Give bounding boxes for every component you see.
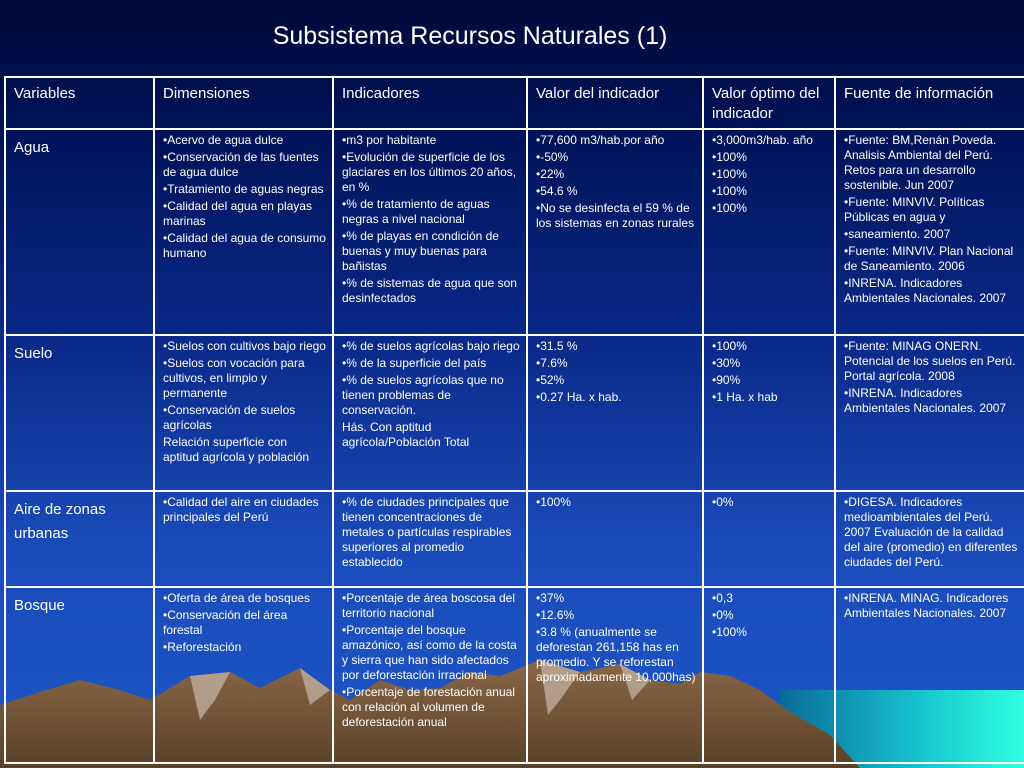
list-item: •77,600 m3/hab.por año bbox=[536, 133, 665, 147]
header-fuente: Fuente de información bbox=[835, 77, 1024, 129]
header-indicadores: Indicadores bbox=[333, 77, 527, 129]
list-item: •1 Ha. x hab bbox=[712, 390, 778, 404]
table-row-aire bbox=[5, 491, 1024, 587]
dimensiones-cell bbox=[154, 129, 333, 335]
valor-cell bbox=[527, 129, 703, 335]
list-item: •0,3 bbox=[712, 591, 733, 605]
header-valor: Valor del indicador bbox=[527, 77, 703, 129]
list-item: •% de suelos agrícolas bajo riego bbox=[342, 339, 520, 353]
list-item: •100% bbox=[712, 167, 747, 181]
list-item: •Reforestación bbox=[163, 640, 242, 654]
list-item: •3.8 % (anualmente se deforestan 261,158 has en promedio. Y se reforestan aproximadamente 10,000has) bbox=[536, 625, 696, 684]
list-item: •100% bbox=[712, 339, 747, 353]
list-item: •Fuente: MINAG ONERN. Potencial de los suelos en Perú. Portal agrícola. 2008 bbox=[844, 339, 1016, 383]
list-item: •0% bbox=[712, 495, 734, 509]
optimo-cell bbox=[703, 129, 835, 335]
fuente-cell bbox=[835, 129, 1024, 335]
indicadores-cell bbox=[333, 491, 527, 587]
list-item: •Suelos con vocación para cultivos, en limpio y permanente bbox=[163, 356, 305, 400]
list-item: •Tratamiento de aguas negras bbox=[163, 182, 324, 196]
list-item: •90% bbox=[712, 373, 741, 387]
list-item: •54.6 % bbox=[536, 184, 578, 198]
list-item: •31.5 % bbox=[536, 339, 578, 353]
list-item: •30% bbox=[712, 356, 741, 370]
header-row bbox=[5, 77, 1024, 129]
list-item: •% de la superficie del país bbox=[342, 356, 487, 370]
list-item: •12.6% bbox=[536, 608, 575, 622]
list-item: •Evolución de superficie de los glaciares en los últimos 20 años, en % bbox=[342, 150, 517, 194]
variable-cell: Agua bbox=[5, 129, 154, 335]
indicadores-cell bbox=[333, 587, 527, 763]
list-item: •52% bbox=[536, 373, 565, 387]
list-item: •0.27 Ha. x hab. bbox=[536, 390, 622, 404]
list-item: •Fuente: MINVIV. Plan Nacional de Saneamiento. 2006 bbox=[844, 244, 1014, 273]
table-row-agua bbox=[5, 129, 1024, 335]
list-item: •Conservación del área forestal bbox=[163, 608, 288, 637]
list-item: •% de playas en condición de buenas y muy buenas para bañistas bbox=[342, 229, 499, 273]
dimensiones-cell bbox=[154, 491, 333, 587]
list-item: •100% bbox=[712, 625, 747, 639]
list-item: •Conservación de suelos agrícolas bbox=[163, 403, 296, 432]
optimo-cell bbox=[703, 335, 835, 491]
list-item: •Porcentaje del bosque amazónico, así como de la costa y sierra que han sido afectados por deforestación irracional bbox=[342, 623, 517, 682]
indicadores-cell bbox=[333, 129, 527, 335]
valor-cell bbox=[527, 491, 703, 587]
list-item: •% de ciudades principales que tienen concentraciones de metales o partículas respirables superiores al promedio establecido bbox=[342, 495, 512, 569]
table-row-suelo bbox=[5, 335, 1024, 491]
variable-cell: Suelo bbox=[5, 335, 154, 491]
list-item: Hás. Con aptitud agrícola/Población Total bbox=[342, 420, 470, 449]
list-item: •saneamiento. 2007 bbox=[844, 227, 951, 241]
variable-cell: Bosque bbox=[5, 587, 154, 763]
list-item: •% de sistemas de agua que son desinfectados bbox=[342, 276, 517, 305]
list-item: Relación superficie con aptitud agrícola y población bbox=[163, 435, 310, 464]
indicadores-cell bbox=[333, 335, 527, 491]
list-item: •Conservación de las fuentes de agua dulce bbox=[163, 150, 319, 179]
list-item: •100% bbox=[712, 201, 747, 215]
header-valor-optimo: Valor óptimo del indicador bbox=[703, 77, 835, 129]
list-item: •Calidad del aire en ciudades principales del Perú bbox=[163, 495, 319, 524]
list-item: •No se desinfecta el 59 % de los sistemas en zonas rurales bbox=[536, 201, 695, 230]
list-item: •22% bbox=[536, 167, 565, 181]
list-item: •7.6% bbox=[536, 356, 568, 370]
list-item: •Calidad del agua de consumo humano bbox=[163, 231, 326, 260]
list-item: •Oferta de área de bosques bbox=[163, 591, 310, 605]
list-item: •Calidad del agua en playas marinas bbox=[163, 199, 312, 228]
header-dimensiones: Dimensiones bbox=[154, 77, 333, 129]
list-item: •% de tratamiento de aguas negras a nivel nacional bbox=[342, 197, 490, 226]
fuente-cell bbox=[835, 587, 1024, 763]
list-item: •Acervo de agua dulce bbox=[163, 133, 284, 147]
list-item: •3,000m3/hab. año bbox=[712, 133, 813, 147]
list-item: •m3 por habitante bbox=[342, 133, 437, 147]
table-row-bosque bbox=[5, 587, 1024, 763]
list-item: •37% bbox=[536, 591, 565, 605]
valor-cell bbox=[527, 587, 703, 763]
list-item: •Suelos con cultivos bajo riego bbox=[163, 339, 326, 353]
list-item: •-50% bbox=[536, 150, 569, 164]
list-item: •Fuente: BM,Renán Poveda. Analisis Ambiental del Perú. Retos para un desarrollo sostenible. Jun 2007 bbox=[844, 133, 997, 192]
list-item: •INRENA. Indicadores Ambientales Nacionales. 2007 bbox=[844, 276, 1007, 305]
dimensiones-cell bbox=[154, 587, 333, 763]
list-item: •Porcentaje de forestación anual con relación al volumen de deforestación anual bbox=[342, 685, 515, 729]
fuente-cell bbox=[835, 335, 1024, 491]
list-item: •0% bbox=[712, 608, 734, 622]
list-item: •Fuente: MINVIV. Políticas Públicas en agua y bbox=[844, 195, 985, 224]
optimo-cell bbox=[703, 491, 835, 587]
list-item: •DIGESA. Indicadores medioambientales del Perú. 2007 Evaluación de la calidad del aire (promedio) en diferentes ciudades del Perú. bbox=[844, 495, 1018, 569]
valor-cell bbox=[527, 335, 703, 491]
optimo-cell bbox=[703, 587, 835, 763]
dimensiones-cell bbox=[154, 335, 333, 491]
list-item: •INRENA. MINAG. Indicadores Ambientales Nacionales. 2007 bbox=[844, 591, 1009, 620]
header-variables: Variables bbox=[5, 77, 154, 129]
list-item: •INRENA. Indicadores Ambientales Nacionales. 2007 bbox=[844, 386, 1007, 415]
indicators-table bbox=[4, 76, 1024, 764]
list-item: •100% bbox=[712, 184, 747, 198]
list-item: •Porcentaje de área boscosa del territorio nacional bbox=[342, 591, 515, 620]
variable-cell: Aire de zonas urbanas bbox=[5, 491, 154, 587]
list-item: •100% bbox=[712, 150, 747, 164]
list-item: •% de suelos agrícolas que no tienen problemas de conservación. bbox=[342, 373, 504, 417]
list-item: •100% bbox=[536, 495, 571, 509]
fuente-cell bbox=[835, 491, 1024, 587]
slide-title: Subsistema Recursos Naturales (1) bbox=[272, 22, 668, 50]
